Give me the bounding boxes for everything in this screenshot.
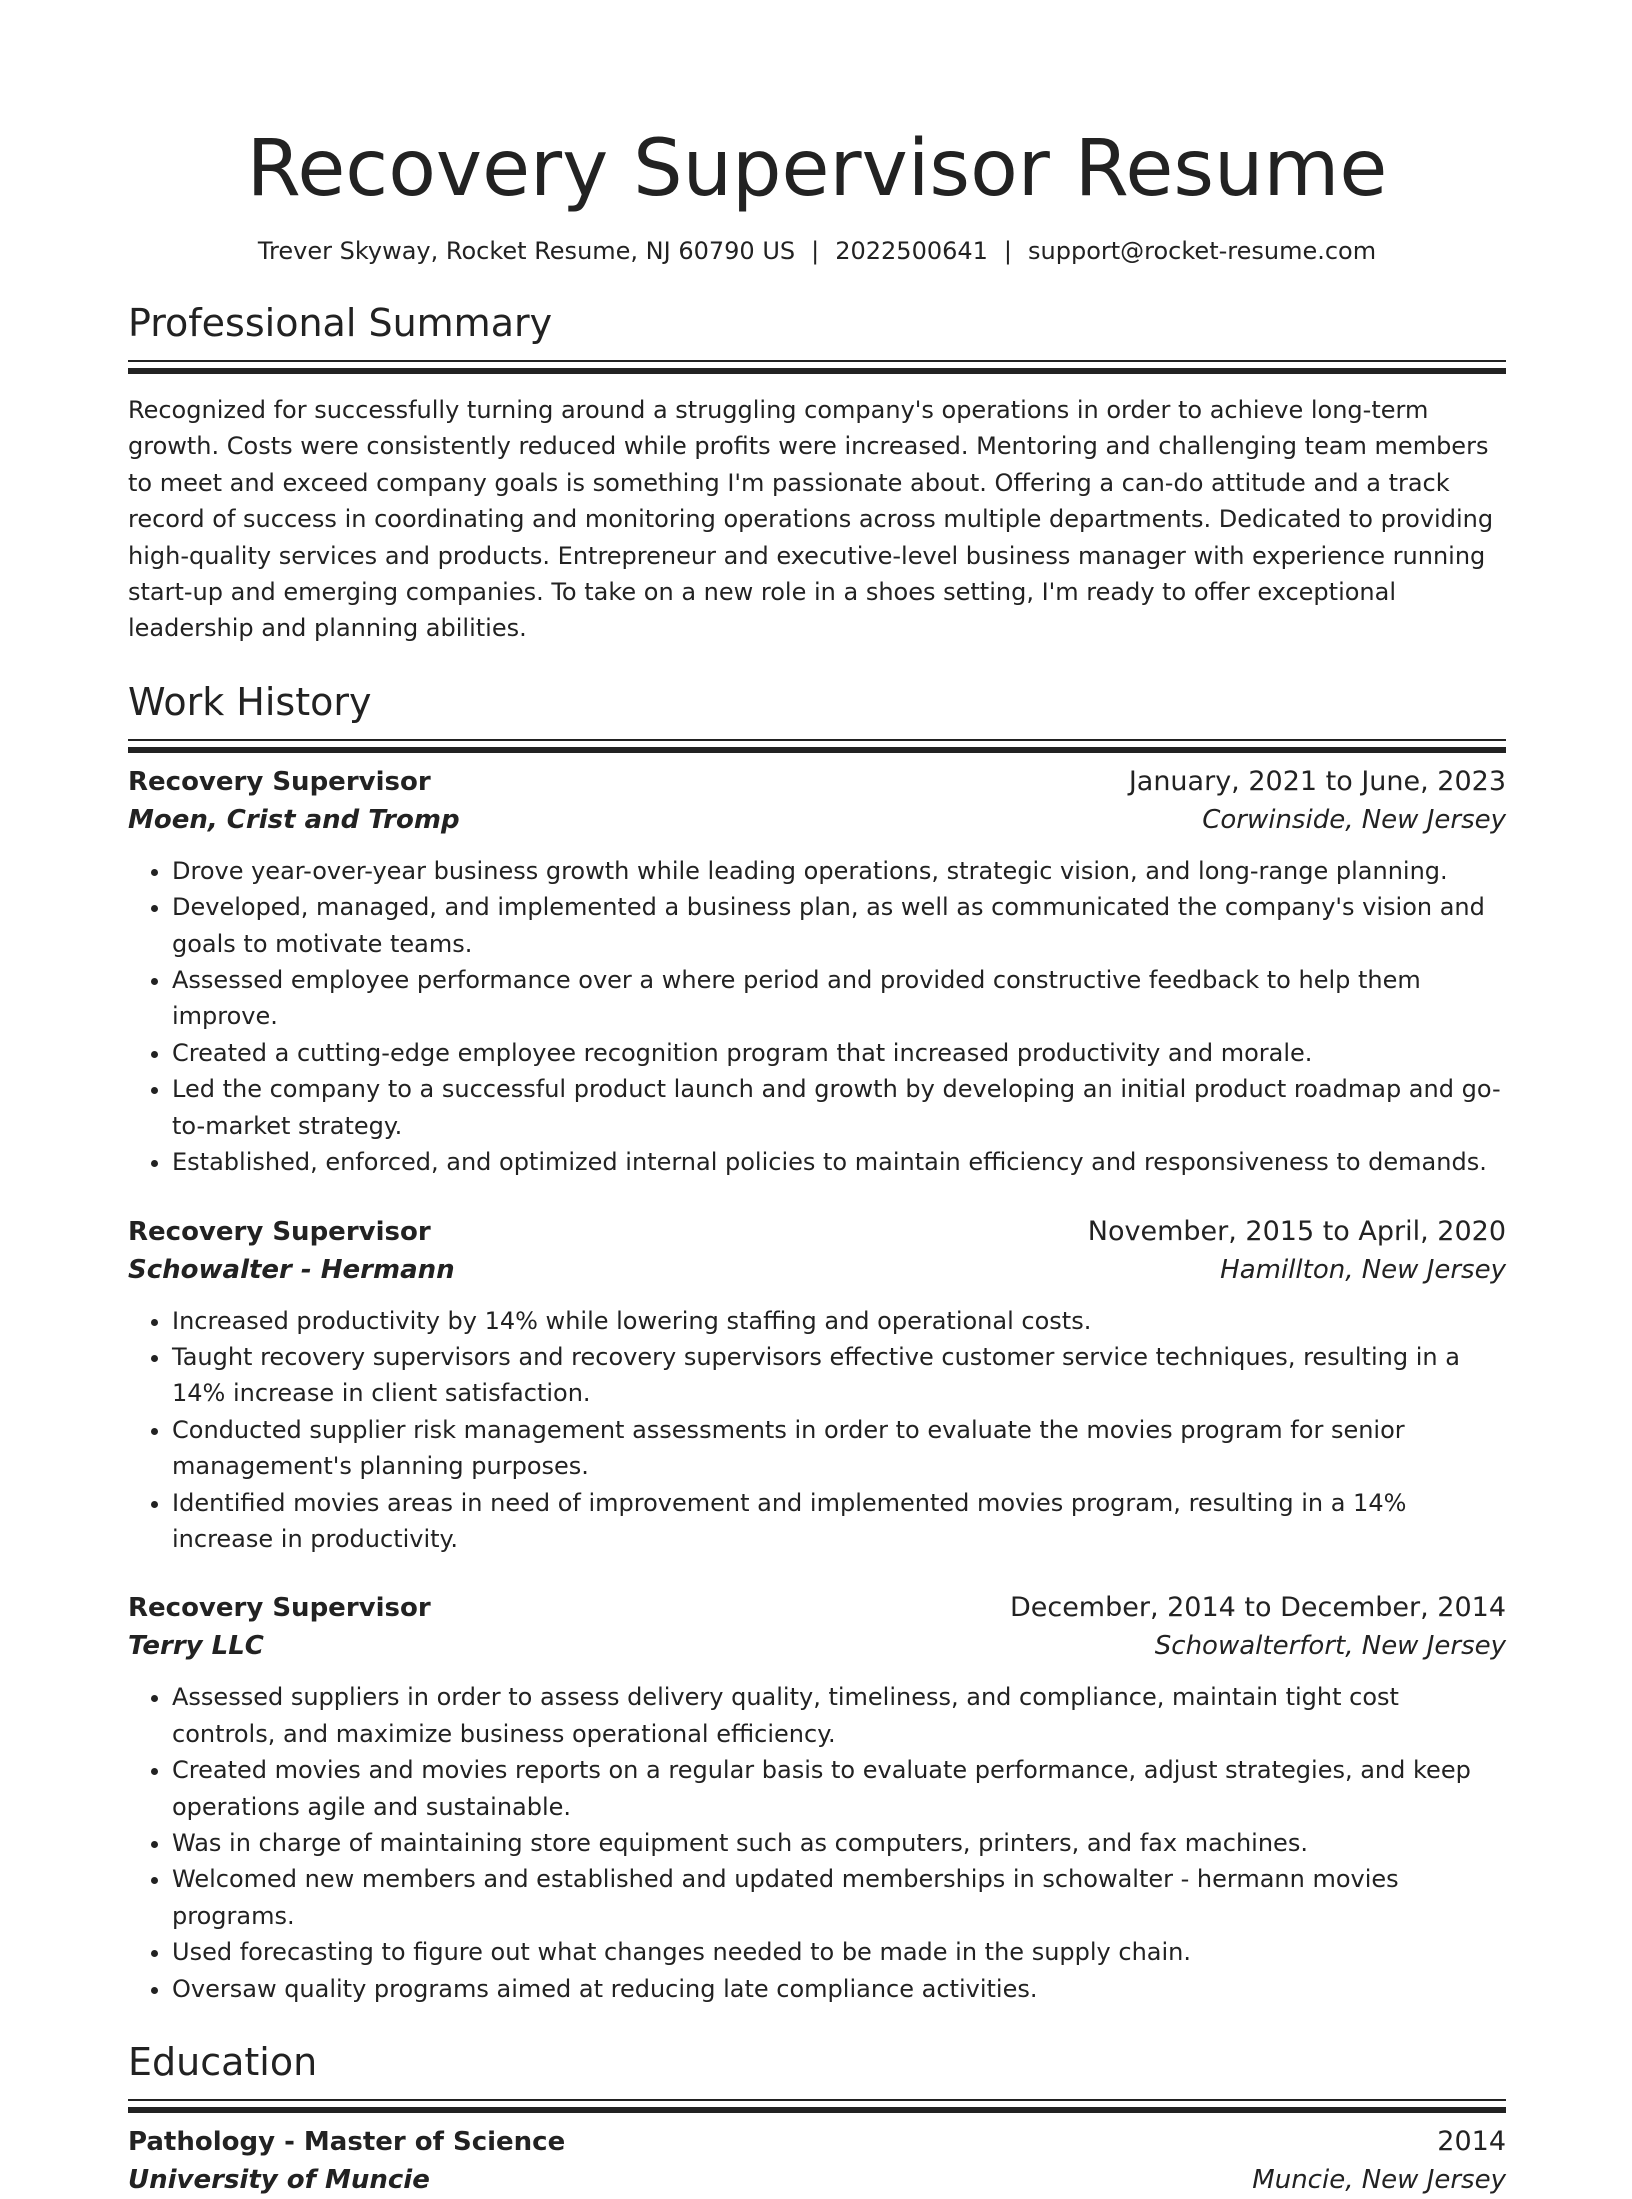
job-dates: December, 2014 to December, 2014 (1009, 1592, 1506, 1624)
section-title-summary: Professional Summary (128, 301, 553, 345)
job-bullet: • Assessed suppliers in order to assess delivery quality, timeliness, and compliance, maintain tight cost controls, and maximize business operational efficiency. (172, 1679, 1506, 1752)
job-bullet: • Welcomed new members and established and updated memberships in schowalter - hermann movies programs. (172, 1861, 1506, 1934)
job-location: Schowalterfort, New Jersey (1154, 1631, 1506, 1662)
education-degree: Pathology - Master of Science (128, 2127, 566, 2157)
contact-phone: 2022500641 (835, 237, 988, 265)
contact-separator: | (1003, 237, 1013, 265)
education-header-row (128, 2123, 1506, 2161)
job-title: Recovery Supervisor (128, 1216, 431, 1247)
contact-email: support@rocket-resume.com (1028, 237, 1377, 265)
job-bullets (128, 853, 1506, 1181)
section-title-work-history: Work History (128, 679, 372, 724)
job-company-row (128, 801, 1506, 839)
job-bullet: • Created movies and movies reports on a regular basis to evaluate performance, adjust strategies, and keep operations agile and sustainable. (172, 1752, 1506, 1825)
job-header-row (128, 1589, 1506, 1627)
job-bullet: • Established, enforced, and optimized internal policies to maintain efficiency and responsiveness to demands. (172, 1144, 1506, 1180)
education-section (128, 2037, 1506, 2199)
job-company: Terry LLC (128, 1631, 264, 1662)
contact-address: Trever Skyway, Rocket Resume, NJ 60790 US (257, 237, 796, 265)
summary-section (128, 298, 1506, 647)
job-title: Recovery Supervisor (128, 1593, 431, 1624)
job-header-row (128, 763, 1506, 801)
summary-text: Recognized for successfully turning around a struggling company's operations in order to achieve long-term growth. Costs were consistently reduced while profits were increased. Mentoring and challenging team members to meet and exceed company goals is something I'm passionate about. Offering a can-do attitude and a track record of success in coordinating and monitoring operations across multiple departments. Dedicated to providing high-quality services and products. Entrepreneur and executive-level business manager with experience running start-up and emerging companies. To take on a new role in a shoes setting, I'm ready to offer exceptional leadership and planning abilities. (128, 396, 1494, 643)
job-title: Recovery Supervisor (128, 766, 431, 797)
contact-line (128, 234, 1506, 268)
job-company-row (128, 1251, 1506, 1289)
job-company: Schowalter - Hermann (128, 1254, 455, 1285)
job-dates: January, 2021 to June, 2023 (1128, 765, 1506, 797)
education-school-row (128, 2161, 1506, 2199)
job-header-row (128, 1213, 1506, 1251)
education-location: Muncie, New Jersey (1252, 2165, 1506, 2195)
job-bullet: • Taught recovery supervisors and recovery supervisors effective customer service techniques, resulting in a 14% increase in client satisfaction. (172, 1339, 1506, 1412)
job-bullet: • Assessed employee performance over a where period and provided constructive feedback to help them improve. (172, 962, 1506, 1035)
job-bullets (128, 1679, 1506, 2007)
job-bullet: • Used forecasting to figure out what changes needed to be made in the supply chain. (172, 1934, 1506, 1970)
resume-title: Recovery Supervisor Resume (246, 124, 1388, 214)
work-history-section (128, 677, 1506, 2007)
job-bullet: • Drove year-over-year business growth while leading operations, strategic vision, and long-range planning. (172, 853, 1506, 889)
section-divider (128, 360, 1506, 362)
job-bullet: • Developed, managed, and implemented a business plan, as well as communicated the company's vision and goals to motivate teams. (172, 889, 1506, 962)
job-company-row (128, 1627, 1506, 1665)
job-entry (128, 763, 1506, 1181)
job-bullet: • Was in charge of maintaining store equipment such as computers, printers, and fax machines. (172, 1825, 1506, 1861)
section-title-education: Education (128, 2040, 318, 2084)
job-location: Corwinside, New Jersey (1202, 804, 1506, 835)
job-bullet: • Created a cutting-edge employee recognition program that increased productivity and morale. (172, 1035, 1506, 1071)
job-entry (128, 1589, 1506, 2007)
job-dates: November, 2015 to April, 2020 (1087, 1215, 1506, 1247)
education-school: University of Muncie (128, 2165, 430, 2195)
job-entry (128, 1213, 1506, 1558)
resume-page (128, 0, 1506, 2199)
job-location: Hamillton, New Jersey (1220, 1254, 1506, 1285)
education-entry (128, 2123, 1506, 2199)
job-bullet: • Increased productivity by 14% while lowering staffing and operational costs. (172, 1303, 1506, 1339)
section-divider (128, 739, 1506, 741)
job-bullets (128, 1303, 1506, 1558)
contact-separator: | (811, 237, 820, 265)
job-bullet: • Conducted supplier risk management assessments in order to evaluate the movies program for senior management's planning purposes. (172, 1412, 1506, 1485)
job-bullet: • Identified movies areas in need of improvement and implemented movies program, resulting in a 14% increase in productivity. (172, 1485, 1506, 1558)
education-year: 2014 (1437, 2126, 1506, 2157)
section-divider (128, 2099, 1506, 2101)
job-bullet: • Oversaw quality programs aimed at reducing late compliance activities. (172, 1971, 1506, 2007)
job-company: Moen, Crist and Tromp (128, 804, 460, 835)
job-bullet: • Led the company to a successful product launch and growth by developing an initial product roadmap and go-to-market strategy. (172, 1071, 1506, 1144)
